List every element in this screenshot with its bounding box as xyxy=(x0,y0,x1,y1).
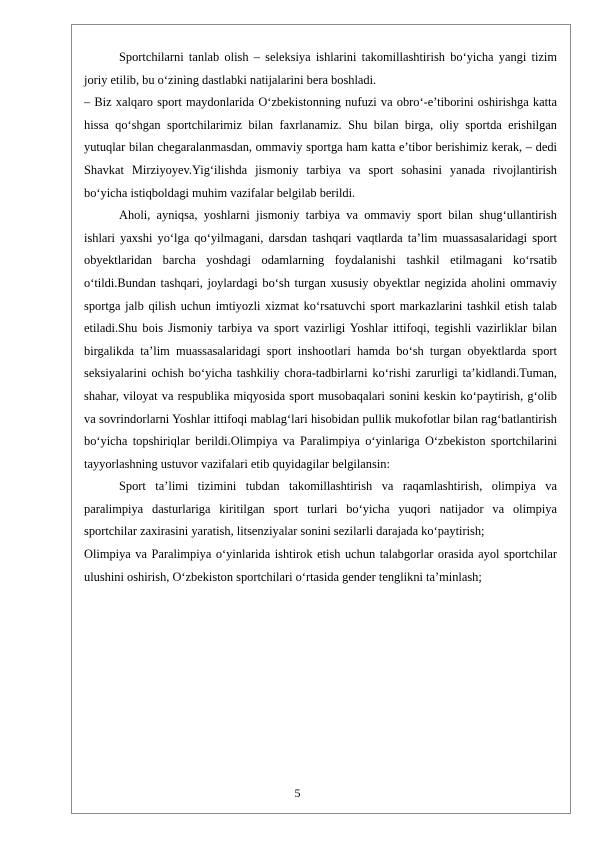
paragraph-president-quote: – Biz xalqaro sport maydonlarida O‘zbekistonning nufuzi va obro‘-e’tiborini oshirishga katta hissa qo‘shgan sportchilarimiz bilan faxrlanamiz. Shu bilan birga, oliy sportda erishilgan yutuqlar bilan chegaralanmasdan, ommaviy sportga ham katta e’tibor berishimiz kerak, – dedi Shavkat Mirziyoyev.Yig‘ilishda jismoniy tarbiya va sport sohasini yanada rivojlantirish bo‘yicha istiqboldagi muhim vazifalar belgilab berildi. xyxy=(84,95,557,200)
paragraph-sport-education: Sport ta’limi tizimini tubdan takomillashtirish va raqamlashtirish, olimpiya va paralimpiya dasturlariga kiritilgan sport turlari bo‘yicha yuqori natijador va olimpiya sportchilar zaxirasini yaratish, litsenziyalar sonini sezilarli darajada ko‘paytirish; xyxy=(84,479,557,539)
page-number: 5 xyxy=(294,786,301,800)
document-body xyxy=(84,46,557,588)
paragraph-selection-system: Sportchilarni tanlab olish – seleksiya ishlarini takomillashtirish bo‘yicha yangi tizim joriy etilib, bu o‘zining dastlabki natijalarini bera boshladi. xyxy=(84,50,557,87)
paragraph-gender-equality: Olimpiya va Paralimpiya o‘yinlarida ishtirok etish uchun talabgorlar orasida ayol sportchilar ulushini oshirish, O‘zbekiston sportchilari o‘rtasida gender tenglikni ta’minlash; xyxy=(84,547,557,584)
paragraph-mass-sport: Aholi, ayniqsa, yoshlarni jismoniy tarbiya va ommaviy sport bilan shug‘ullantirish ishlari yaxshi yo‘lga qo‘yilmagani, darsdan tashqari vaqtlarda ta’lim muassasalaridagi sport obyektlaridan barcha yoshdagi odamlarning foydalanishi tashkil etilmagani ko‘rsatib o‘tildi.Bundan tashqari, joylardagi bo‘sh turgan xususiy obyektlar negizida aholini ommaviy sportga jalb qilish uchun imtiyozli xizmat ko‘rsatuvchi sport markazlarini tashkil etish talab etiladi.Shu bois Jismoniy tarbiya va sport vazirligi Yoshlar ittifoqi, tegishli vazirliklar bilan birgalikda ta’lim muassasalaridagi sport inshootlari hamda bo‘sh turgan obyektlarda sport seksiyalarini ochish bo‘yicha tashkiliy chora-tadbirlarni ko‘rishi zarurligi ta’kidlandi.Tuman, shahar, viloyat va respublika miqyosida sport musobaqalari sonini keskin ko‘paytirish, g‘olib va sovrindorlarni Yoshlar ittifoqi mablag‘lari hisobidan pullik mukofotlar bilan rag‘batlantirish bo‘yicha topshiriqlar berildi.Olimpiya va Paralimpiya o‘yinlariga O‘zbekiston sportchilarini tayyorlashning ustuvor vazifalari etib quyidagilar belgilansin: xyxy=(84,208,557,471)
